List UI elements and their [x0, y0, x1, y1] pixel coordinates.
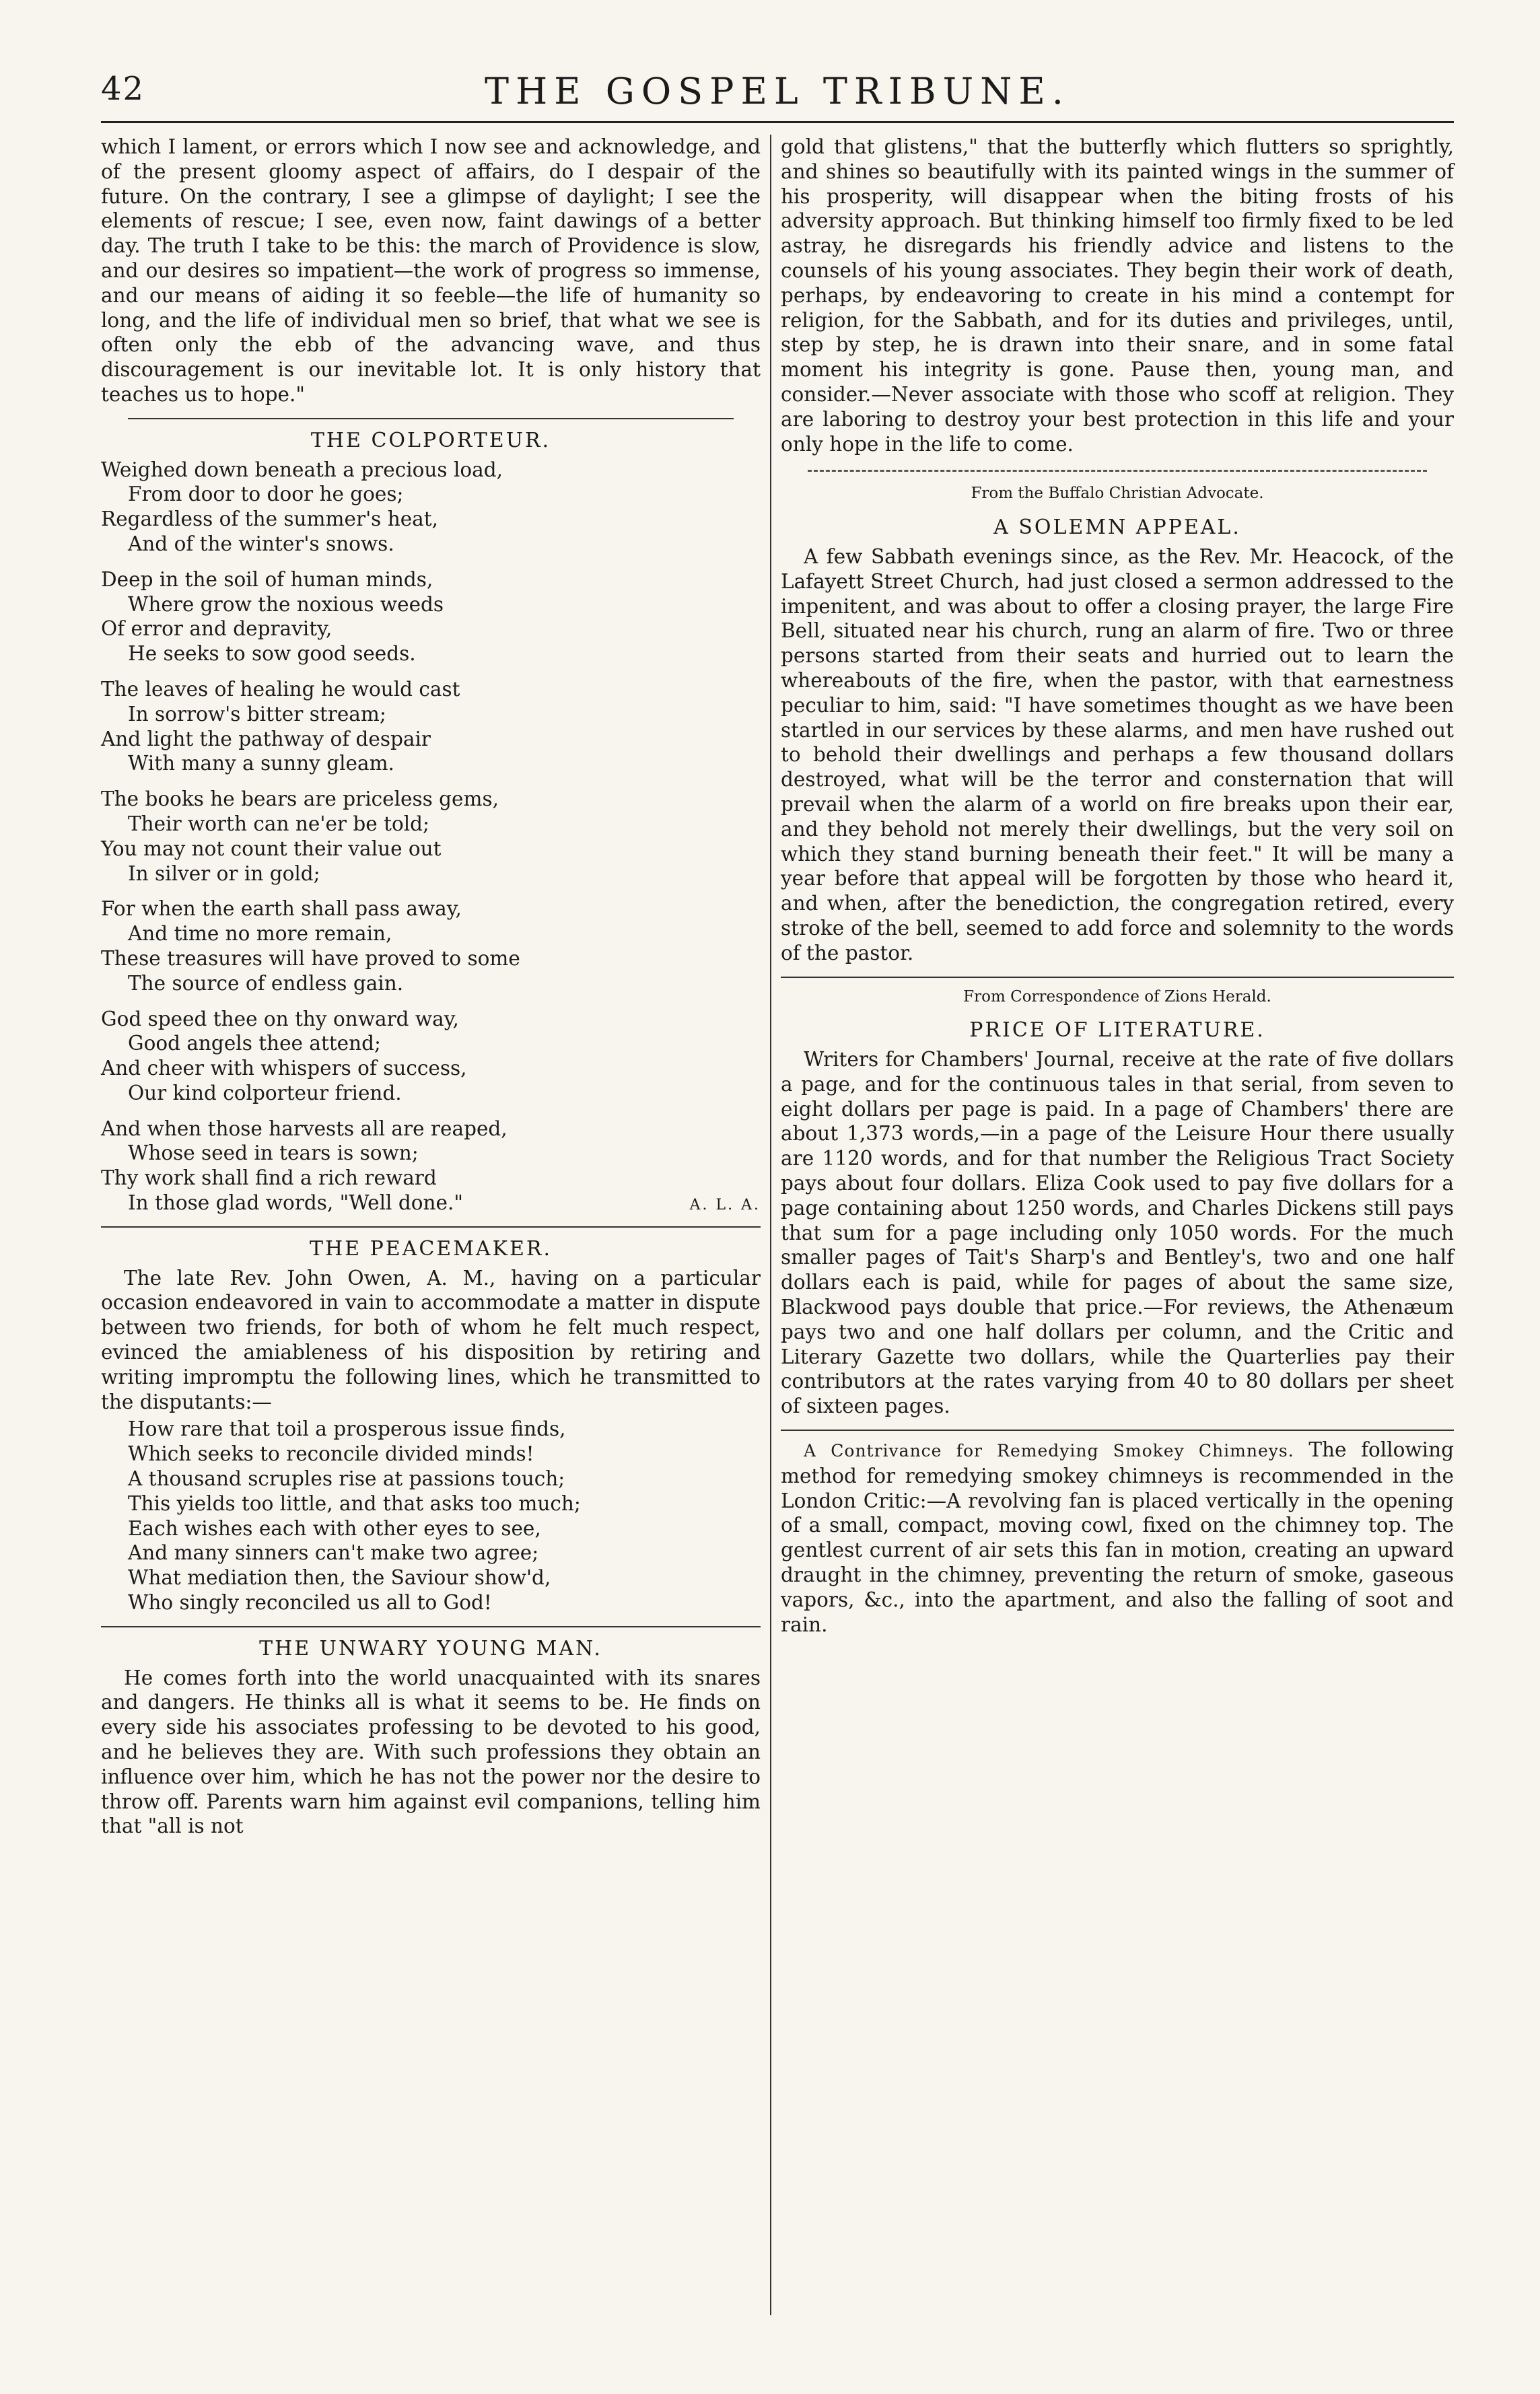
newspaper-title: THE GOSPEL TRIBUNE.	[485, 70, 1070, 112]
chimneys-heading: A Contrivance for Remedying Smokey Chimneys.	[804, 1441, 1294, 1461]
poem-line: God speed thee on thy onward way,	[101, 1007, 459, 1030]
chimneys-article	[781, 1438, 1454, 1637]
literature-paragraph: Writers for Chambers' Journal, receive at the rate of five dollars a page, and for the continuous tales in that serial, from seven to eight dollars per page is paid. In a page of Chambers' there are about 1,373 words,—in a page of the Leisure Hour there usually are 1120 words, and for that number the Religious Tract Society pays about four dollars. Eliza Cook used to pay five dollars for a page containing about 1250 words, and Charles Dickens still pays that sum for a page including only 1050 words. For the much smaller pages of Tait's Sharp's and Bentley's, two and one half dollars each is paid, while for pages of about the same size, Blackwood pays double that price.—For reviews, the Athenæum pays two and one half dollars per column, and the Critic and Literary Gazette two dollars, while the Quarterlies pay their contributors at the rates varying from 40 to 80 dollars per sheet of sixteen pages.	[781, 1048, 1454, 1418]
chimneys-paragraph: The following method for remedying smokey chimneys is recommended in the London Critic:—A revolving fan is placed vertically in the opening of a small, compact, moving cowl, fixed on the chimney top. The gentlest current of air sets this fan in motion, creating an upward draught in the chimney, preventing the return of smoke, gaseous vapors, &c., into the apartment, and also the falling of soot and rain.	[781, 1438, 1454, 1636]
poem-line: A thousand scruples rise at passions touch;	[128, 1467, 565, 1491]
column-rule	[770, 135, 771, 2315]
colporteur-heading: THE COLPORTEUR.	[310, 428, 551, 452]
poem-stanza	[101, 1007, 761, 1106]
peacemaker-heading: THE PEACEMAKER.	[309, 1236, 553, 1261]
poem-line: The leaves of healing he would cast	[101, 677, 460, 701]
poem-line: Deep in the soil of human minds,	[101, 567, 433, 591]
poem-line: This yields too little, and that asks too much;	[128, 1491, 581, 1515]
poem-line: Where grow the noxious weeds	[128, 592, 444, 616]
poem-line: What mediation then, the Saviour show'd,	[128, 1566, 551, 1590]
poem-line: How rare that toil a prosperous issue finds,	[128, 1417, 566, 1441]
poem-line: Who singly reconciled us all to God!	[128, 1591, 492, 1615]
poem-line: Which seeks to reconcile divided minds!	[128, 1442, 534, 1466]
poem-stanza	[101, 677, 761, 776]
poem-line: For when the earth shall pass away,	[101, 897, 462, 921]
poem-line: In silver or in gold;	[128, 861, 320, 885]
poem-stanza	[101, 896, 761, 995]
section-divider	[128, 418, 734, 419]
opening-paragraph: which I lament, or errors which I now see and acknowledge, and of the present gloomy aspect of affairs, do I despair of the future. On the contrary, I see a glimpse of daylight; I see the elements of rescue; I see, even now, faint dawings of a better day. The truth I take to be this: the march of Providence is slow, and our desires so impatient—the work of progress so immense, and our means of aiding it so feeble—the life of humanity so long, and the life of individual men so brief, that what we see is often only the ebb of the advancing wave, and thus discouragement is our inevitable lot. It is only history that teaches us to hope."	[101, 135, 761, 406]
poem-attribution: A. L. A.	[689, 1197, 761, 1214]
poem-line: With many a sunny gleam.	[128, 752, 394, 775]
poem-line: The books he bears are priceless gems,	[101, 787, 499, 811]
left-column	[101, 135, 761, 1839]
poem-stanza	[101, 1117, 761, 1216]
poem-stanza	[101, 787, 761, 886]
poem-line: You may not count their value out	[101, 837, 442, 860]
page-number: 42	[101, 70, 145, 108]
poem-line: Of error and depravity,	[101, 617, 332, 641]
peacemaker-intro: The late Rev. John Owen, A. M., having on a particular occasion endeavored in vain to accommodate a matter in dispute between two friends, for both of whom he felt much respect, evinced the amiableness of his disposition by retiring and writing impromptu the following lines, which he transmitted to the disputants:—	[101, 1266, 761, 1413]
poem-line: Weighed down beneath a precious load,	[101, 458, 503, 481]
appeal-source: From the Buffalo Christian Advocate.	[971, 485, 1264, 503]
poem-line: In sorrow's bitter stream;	[128, 702, 386, 726]
poem-line: Good angels thee attend;	[128, 1032, 381, 1055]
section-divider	[101, 1626, 761, 1627]
appeal-heading: A SOLEMN APPEAL.	[993, 516, 1241, 540]
poem-stanza	[101, 458, 761, 557]
poem-line: And light the pathway of despair	[101, 727, 431, 750]
poem-line	[101, 1191, 761, 1216]
continuation-paragraph: gold that glistens," that the butterfly which flutters so sprightly, and shines so beautifully with its painted wings in the summer of his prosperity, will disappear when the biting frosts of his adversity approach. But thinking himself too firmly fixed to be led astray, he disregards his friendly advice and listens to the counsels of his young associates. They begin their work of death, perhaps, by endeavoring to create in his mind a contempt for religion, for the Sabbath, and for its duties and privileges, until, step by step, he is drawn into their snare, and in some fatal moment his integrity is gone. Pause then, young man, and consider.—Never associate with those who scoff at religion. They are laboring to destroy your best protection in this life and your only hope in the life to come.	[781, 135, 1454, 456]
poem-line: And time no more remain,	[128, 922, 392, 946]
page-header	[101, 61, 1454, 123]
poem-line: Our kind colporteur friend.	[128, 1081, 402, 1104]
poem-line: Each wishes each with other eyes to see,	[128, 1516, 541, 1540]
right-column	[781, 135, 1454, 1637]
poem-line: Whose seed in tears is sown;	[128, 1141, 419, 1165]
poem-line: These treasures will have proved to some	[101, 946, 520, 970]
poem-line: Thy work shall find a rich reward	[101, 1166, 437, 1190]
newspaper-page	[101, 61, 1454, 2349]
poem-line-text: In those glad words, "Well done."	[128, 1191, 463, 1215]
section-divider	[781, 977, 1454, 978]
unwary-heading: THE UNWARY YOUNG MAN.	[259, 1636, 602, 1660]
unwary-paragraph: He comes forth into the world unacquainted with its snares and dangers. He thinks all is what it seems to be. He finds on every side his associates professing to be devoted to his good, and he believes they are. With such professions they obtain an influence over him, which he has not the power nor the desire to throw off. Parents warn him against evil companions, telling him that "all is not	[101, 1666, 761, 1838]
appeal-paragraph: A few Sabbath evenings since, as the Rev. Mr. Heacock, of the Lafayett Street Church, had just closed a sermon addressed to the impenitent, and was about to offer a closing prayer, the large Fire Bell, situated near his church, rung an alarm of fire. Two or three persons started from their seats and hurried out to learn the whereabouts of the fire, when the pastor, with that earnestness peculiar to him, said: "I have sometimes thought as we have been startled in our services by these alarms, and men have rushed out to behold their dwellings and perhaps a few thousand dollars destroyed, what will be the terror and consternation that will prevail when the alarm of a world on fire breaks upon their ear, and they behold not merely their dwellings, but the very soil on which they stand burning beneath their feet." It will be many a year before that appeal will be forgotten by those who heard it, and when, after the benediction, the congregation retired, every stroke of the bell, seemed to add force and solemnity to the words of the pastor.	[781, 544, 1454, 964]
columns	[101, 135, 1454, 2329]
literature-heading: PRICE OF LITERATURE.	[969, 1018, 1265, 1043]
section-divider	[781, 1430, 1454, 1431]
poem-line: From door to door he goes;	[128, 483, 404, 506]
dotted-divider	[808, 470, 1427, 472]
poem-line: And cheer with whispers of success,	[101, 1057, 467, 1080]
poem-line: And of the winter's snows.	[128, 532, 394, 555]
poem-line: And many sinners can't make two agree;	[128, 1541, 539, 1565]
poem-line: He seeks to sow good seeds.	[128, 642, 416, 666]
poem-line: Regardless of the summer's heat,	[101, 507, 438, 531]
poem-line: And when those harvests all are reaped,	[101, 1117, 508, 1140]
poem-stanza	[101, 567, 761, 666]
literature-source: From Correspondence of Zions Herald.	[963, 987, 1271, 1006]
poem-line: Their worth can ne'er be told;	[128, 812, 429, 835]
colporteur-poem	[101, 458, 761, 1216]
peacemaker-poem	[101, 1417, 761, 1615]
section-divider	[101, 1226, 761, 1228]
poem-line: The source of endless gain.	[128, 971, 404, 995]
